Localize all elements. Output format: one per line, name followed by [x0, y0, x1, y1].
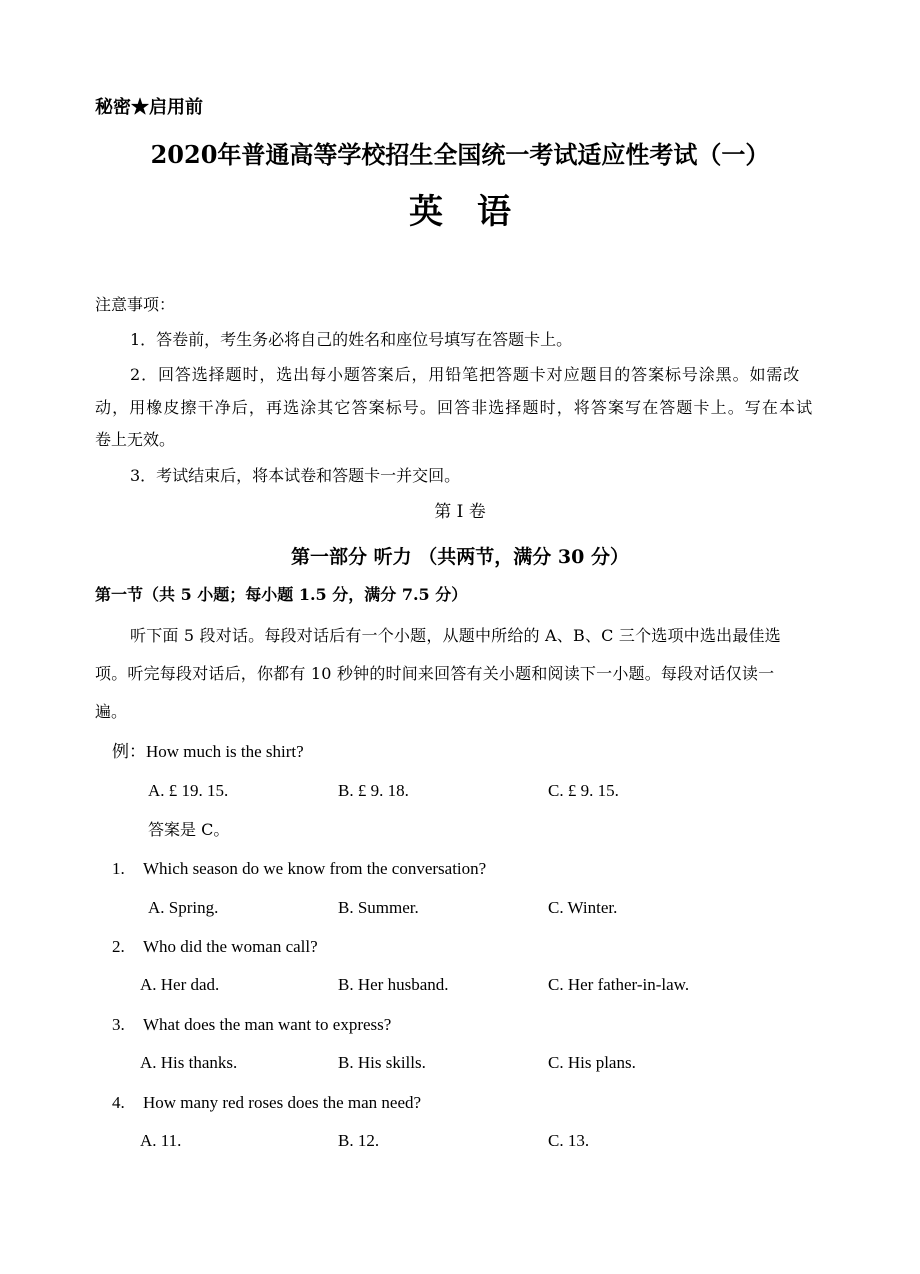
subject-title: 英 语	[409, 192, 511, 232]
option-c: C. Her father-in-law.	[548, 975, 690, 994]
question-text: How many red roses does the man need?	[143, 1093, 422, 1112]
volume-heading: 第 I 卷	[434, 502, 486, 522]
option-b: B. Her husband.	[338, 975, 449, 994]
example-question: 例：How much is the shirt?	[112, 742, 304, 761]
option-a: A. Her dad.	[140, 975, 220, 994]
note-item: 1．答卷前，考生务必将自己的姓名和座位号填写在答题卡上。	[130, 330, 573, 349]
option-b: B. Summer.	[338, 898, 419, 917]
part-heading: 第一部分 听力 （共两节，满分 30 分）	[291, 546, 629, 568]
example-option: B. £ 9. 18.	[338, 781, 409, 800]
option-c: C. Winter.	[548, 898, 618, 917]
instruction-line: 遍。	[95, 702, 128, 721]
note-item: 卷上无效。	[95, 430, 176, 449]
example-answer: 答案是 C。	[148, 820, 230, 839]
question-number: 2.	[112, 937, 125, 956]
question-number: 3.	[112, 1015, 125, 1034]
question-number: 4.	[112, 1093, 125, 1112]
note-item: 动，用橡皮擦干净后，再选涂其它答案标号。回答非选择题时，将答案写在答题卡上。写在本试	[95, 398, 814, 417]
instruction-line: 项。听完每段对话后，你都有 10 秒钟的时间来回答有关小题和阅读下一小题。每段对话仅读一	[95, 664, 775, 683]
note-item: 2．回答选择题时，选出每小题答案后，用铅笔把答题卡对应题目的答案标号涂黑。如需改	[130, 365, 801, 384]
option-a: A. 11.	[140, 1131, 182, 1150]
confidential-label: 秘密★启用前	[95, 97, 203, 118]
example-option: C. £ 9. 15.	[548, 781, 619, 800]
note-item: 3．考试结束后，将本试卷和答题卡一并交回。	[130, 466, 461, 485]
question-number: 1.	[112, 859, 125, 878]
question-text: Who did the woman call?	[143, 937, 318, 956]
exam-title: 2020年普通高等学校招生全国统一考试适应性考试（一）	[150, 140, 770, 169]
example-option: A. £ 19. 15.	[148, 781, 229, 800]
question-text: Which season do we know from the conversation?	[143, 859, 487, 878]
instruction-line: 听下面 5 段对话。每段对话后有一个小题，从题中所给的 A、B、C 三个选项中选出最佳选	[130, 626, 781, 645]
question-text: What does the man want to express?	[143, 1015, 392, 1034]
option-b: B. His skills.	[338, 1053, 426, 1072]
section-heading: 第一节（共 5 小题；每小题 1.5 分，满分 7.5 分）	[95, 585, 468, 604]
option-c: C. 13.	[548, 1131, 590, 1150]
option-a: A. Spring.	[148, 898, 219, 917]
option-a: A. His thanks.	[140, 1053, 238, 1072]
option-b: B. 12.	[338, 1131, 380, 1150]
option-c: C. His plans.	[548, 1053, 636, 1072]
notes-heading: 注意事项：	[95, 295, 176, 314]
